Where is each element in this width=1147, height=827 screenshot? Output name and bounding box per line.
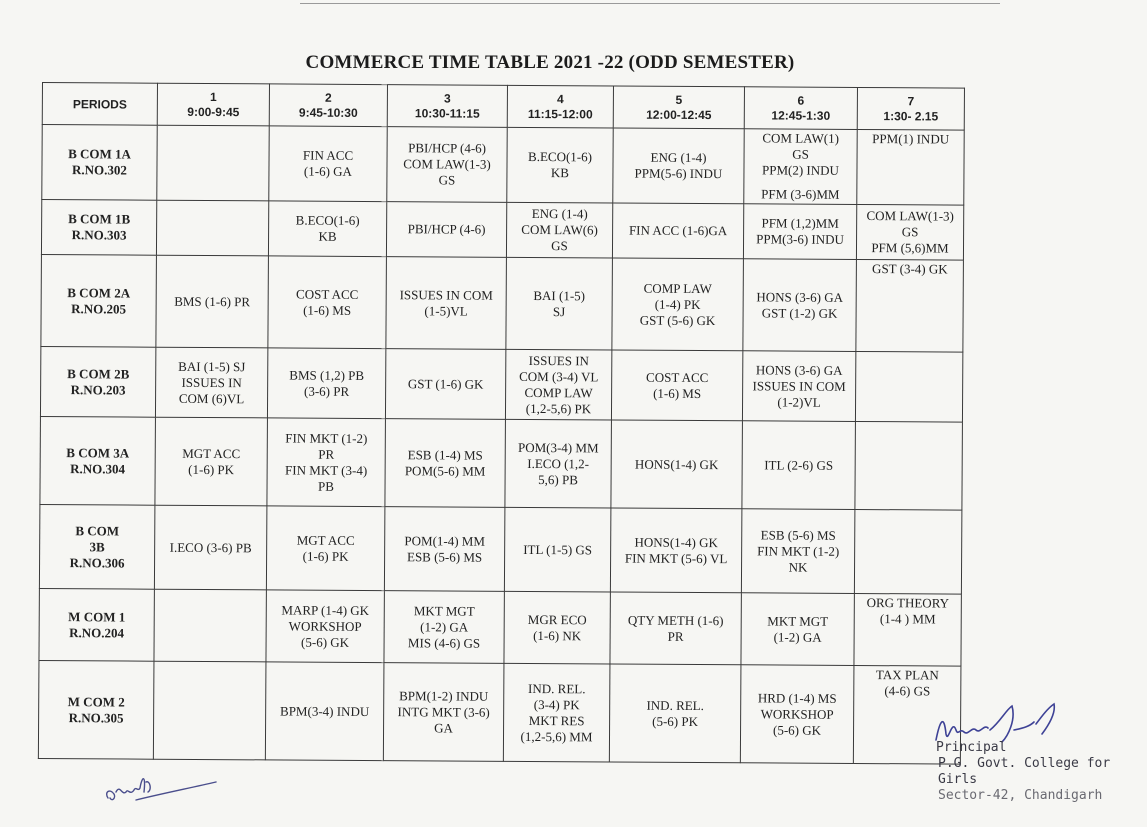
class-room-line: M COM 2 bbox=[67, 693, 125, 710]
schedule-cell bbox=[387, 127, 507, 203]
schedule-entry: (1-4 ) MM bbox=[879, 611, 936, 627]
schedule-cell bbox=[269, 126, 387, 202]
schedule-cell bbox=[740, 665, 854, 764]
schedule-entry: GS bbox=[792, 146, 809, 162]
schedule-cell bbox=[742, 351, 855, 422]
schedule-cell bbox=[609, 664, 741, 763]
schedule-cell bbox=[743, 259, 857, 352]
schedule-entry: GST (1-6) GK bbox=[407, 375, 484, 392]
schedule-entry: HONS(1-4) GK bbox=[634, 456, 719, 472]
schedule-entry: FIN MKT (1-2) bbox=[285, 429, 368, 446]
schedule-cell bbox=[266, 506, 385, 591]
schedule-entry: WORKSHOP bbox=[760, 705, 834, 722]
schedule-cell bbox=[155, 347, 267, 418]
class-room-line: R.NO.306 bbox=[69, 554, 125, 571]
class-room-cell bbox=[39, 588, 154, 661]
schedule-entry: KB bbox=[550, 165, 570, 181]
schedule-entry: (1-4) PK bbox=[654, 296, 701, 312]
schedule-entry: MKT MGT bbox=[767, 612, 829, 629]
schedule-entry: FIN MKT (1-2) bbox=[757, 542, 840, 559]
schedule-entry: (3-6) PR bbox=[303, 383, 350, 399]
schedule-entry: MKT MGT bbox=[413, 602, 475, 619]
schedule-entry: (1-6) PK bbox=[188, 461, 235, 477]
schedule-entry: ISSUES IN bbox=[528, 352, 590, 368]
schedule-entry: (1-6) MS bbox=[303, 302, 352, 318]
schedule-cell bbox=[856, 204, 963, 260]
schedule-entry: (4-6) GS bbox=[884, 683, 931, 699]
table-row bbox=[41, 254, 964, 352]
schedule-entry: (1-6) NK bbox=[533, 627, 582, 643]
class-room-line: R.NO.304 bbox=[70, 460, 126, 477]
schedule-entry: GST (5-6) GK bbox=[639, 312, 716, 328]
schedule-entry: (5-6) GK bbox=[301, 634, 350, 650]
period-header: 2 9:45-10:30 bbox=[269, 84, 387, 127]
schedule-entry: POM(5-6) MM bbox=[404, 462, 486, 479]
schedule-entry: 5,6) PB bbox=[538, 471, 578, 487]
signature-left bbox=[100, 762, 220, 808]
schedule-entry: FIN ACC (1-6)GA bbox=[628, 222, 728, 239]
schedule-cell bbox=[857, 129, 964, 205]
schedule-entry: BMS (1,2) PB bbox=[289, 367, 365, 383]
table-row bbox=[39, 588, 961, 666]
schedule-entry: PPM(2) INDU bbox=[761, 162, 839, 178]
schedule-entry: (1-2)VL bbox=[777, 393, 821, 410]
schedule-cell bbox=[385, 419, 506, 508]
period-header: 3 10:30-11:15 bbox=[387, 85, 507, 128]
schedule-entry: GST (3-4) GK bbox=[872, 261, 948, 277]
schedule-cell bbox=[156, 255, 269, 348]
schedule-entry: ESB (5-6) MS bbox=[760, 526, 836, 543]
schedule-cell bbox=[855, 421, 963, 510]
table-row bbox=[41, 200, 963, 261]
schedule-entry: GS bbox=[438, 172, 456, 188]
schedule-cell bbox=[612, 258, 744, 351]
schedule-entry: TAX PLAN bbox=[875, 667, 939, 683]
schedule-entry: MKT RES bbox=[528, 712, 585, 728]
schedule-entry: ESB (1-4) MS bbox=[407, 446, 483, 463]
schedule-cell bbox=[506, 202, 612, 258]
schedule-entry: POM(3-4) MM bbox=[517, 439, 599, 455]
schedule-cell bbox=[503, 663, 610, 762]
schedule-entry: HONS (3-6) GA bbox=[755, 361, 843, 378]
schedule-entry: COST ACC bbox=[296, 286, 359, 302]
timetable bbox=[38, 82, 965, 765]
schedule-entry: PB bbox=[318, 478, 335, 494]
class-room-line: B COM 3A bbox=[66, 444, 130, 461]
class-room-line: R.NO.203 bbox=[70, 381, 126, 398]
schedule-entry: BAI (1-5) bbox=[533, 287, 586, 303]
schedule-cell bbox=[742, 421, 856, 510]
class-room-line: B COM bbox=[75, 522, 120, 538]
schedule-entry: FIN MKT (5-6) VL bbox=[624, 550, 728, 566]
schedule-entry: BAI (1-5) SJ bbox=[178, 358, 246, 374]
schedule-cell bbox=[613, 128, 744, 204]
class-room-line: B COM 1B bbox=[68, 211, 131, 227]
class-room-line: M COM 1 bbox=[68, 608, 126, 625]
schedule-entry: COM LAW(1-3) bbox=[403, 156, 491, 172]
schedule-cell bbox=[383, 663, 504, 762]
scan-edge-mark bbox=[300, 2, 1000, 5]
schedule-cell bbox=[384, 591, 504, 664]
table-row bbox=[40, 416, 963, 510]
schedule-entry: COM (6)VL bbox=[178, 390, 245, 406]
schedule-entry: B.ECO(1-6) bbox=[295, 212, 360, 228]
period-header: 5 12:00-12:45 bbox=[613, 86, 744, 129]
page-title: COMMERCE TIME TABLE 2021 -22 (ODD SEMESTER) bbox=[305, 52, 795, 73]
schedule-entry: ENG (1-4) bbox=[650, 149, 707, 166]
schedule-entry: COM LAW(6) bbox=[521, 221, 598, 238]
schedule-cell bbox=[155, 417, 268, 506]
schedule-entry: I.ECO (1,2- bbox=[527, 455, 590, 471]
schedule-entry: WORKSHOP bbox=[288, 618, 362, 634]
schedule-entry: ISSUES IN COM bbox=[752, 377, 846, 394]
schedule-cell bbox=[855, 351, 962, 422]
header-row bbox=[42, 83, 964, 131]
schedule-entry: NK bbox=[788, 559, 808, 575]
schedule-cell bbox=[266, 590, 384, 663]
class-room-line: 3B bbox=[89, 538, 105, 554]
schedule-entry: MARP (1-4) GK bbox=[281, 601, 370, 618]
schedule-entry: ISSUES IN bbox=[181, 374, 242, 390]
schedule-entry: COM LAW(1-3) bbox=[866, 208, 954, 224]
schedule-entry: COM LAW(1) bbox=[762, 130, 840, 146]
class-room-cell bbox=[42, 125, 157, 201]
class-room-line: R.NO.305 bbox=[68, 709, 124, 726]
schedule-entry: COMP LAW bbox=[524, 384, 593, 400]
schedule-cell bbox=[504, 591, 610, 664]
period-header: 7 1:30- 2.15 bbox=[857, 87, 964, 130]
schedule-entry: IND. REL. bbox=[646, 697, 704, 713]
schedule-cell bbox=[156, 200, 268, 256]
schedule-entry: GST (1-2) GK bbox=[761, 304, 838, 321]
schedule-entry: FIN ACC bbox=[302, 147, 354, 163]
schedule-cell bbox=[505, 349, 611, 420]
schedule-entry: INTG MKT (3-6) bbox=[397, 703, 490, 720]
schedule-cell bbox=[611, 420, 743, 509]
class-room-line: R.NO.302 bbox=[71, 162, 127, 178]
schedule-entry: HRD (1-4) MS bbox=[757, 689, 837, 706]
class-room-line: R.NO.204 bbox=[69, 624, 125, 641]
principal-stamp bbox=[936, 740, 1136, 804]
schedule-entry: MGR ECO bbox=[527, 611, 587, 627]
schedule-entry: SJ bbox=[552, 303, 566, 319]
table-row bbox=[38, 660, 961, 764]
principal-college: P.G. Govt. College for Girls bbox=[938, 756, 1111, 787]
schedule-cell bbox=[157, 125, 269, 201]
schedule-entry: PR bbox=[318, 446, 335, 462]
schedule-entry: GA bbox=[434, 719, 454, 736]
schedule-cell bbox=[154, 589, 266, 662]
schedule-cell bbox=[265, 662, 384, 761]
principal-title: Principal bbox=[936, 740, 1007, 755]
schedule-cell bbox=[386, 202, 506, 258]
schedule-entry: BPM(3-4) INDU bbox=[280, 702, 370, 719]
schedule-cell bbox=[610, 508, 742, 593]
schedule-entry: I.ECO (3-6) PB bbox=[169, 539, 252, 555]
period-header: 1 9:00-9:45 bbox=[157, 83, 269, 126]
schedule-entry: COM (3-4) VL bbox=[519, 368, 599, 384]
schedule-entry: BPM(1-2) INDU bbox=[399, 687, 489, 704]
schedule-entry: KB bbox=[318, 228, 337, 244]
schedule-entry: (1-6) MS bbox=[653, 385, 702, 401]
principal-address: Sector-42, Chandigarh bbox=[938, 788, 1103, 803]
schedule-cell bbox=[267, 418, 386, 507]
schedule-cell bbox=[741, 509, 855, 594]
schedule-cell bbox=[268, 201, 386, 257]
schedule-cell bbox=[267, 348, 385, 419]
schedule-entry: MIS (4-6) GS bbox=[407, 634, 481, 651]
schedule-entry: PR bbox=[667, 628, 684, 644]
schedule-entry: (5-6) GK bbox=[772, 721, 822, 738]
schedule-cell bbox=[856, 259, 964, 352]
class-room-line: R.NO.205 bbox=[71, 300, 127, 317]
class-room-cell bbox=[38, 660, 154, 759]
class-room-cell bbox=[41, 254, 157, 347]
schedule-entry: HONS(1-4) GK bbox=[634, 534, 718, 550]
schedule-entry: ENG (1-4) bbox=[531, 205, 588, 222]
periods-label: PERIODS bbox=[42, 83, 157, 126]
class-room-cell bbox=[39, 504, 155, 589]
schedule-entry: COST ACC bbox=[646, 369, 709, 385]
schedule-entry: ISSUES IN COM bbox=[399, 286, 493, 303]
schedule-cell bbox=[854, 509, 962, 594]
schedule-cell bbox=[268, 256, 387, 349]
class-room-line: B COM 2A bbox=[67, 284, 131, 301]
class-room-line: B COM 1A bbox=[68, 146, 132, 162]
schedule-cell bbox=[611, 350, 742, 421]
schedule-entry: ESB (5-6) MS bbox=[407, 548, 483, 565]
schedule-entry: MGT ACC bbox=[182, 445, 241, 461]
schedule-entry: GS bbox=[901, 224, 919, 240]
schedule-entry: COMP LAW bbox=[643, 280, 712, 296]
schedule-entry: PBI/HCP (4-6) bbox=[407, 221, 486, 237]
schedule-entry: PPM(1) INDU bbox=[872, 131, 950, 147]
schedule-entry: ORG THEORY bbox=[866, 595, 950, 611]
table-row bbox=[39, 504, 961, 594]
schedule-cell bbox=[854, 593, 961, 666]
table-row bbox=[42, 125, 964, 206]
schedule-entry: BMS (1-6) PR bbox=[174, 293, 251, 309]
class-room-cell bbox=[40, 346, 155, 417]
schedule-entry: MGT ACC bbox=[296, 532, 355, 548]
class-room-line: R.NO.303 bbox=[71, 227, 127, 243]
schedule-cell bbox=[506, 257, 613, 350]
schedule-entry: QTY METH (1-6) bbox=[627, 612, 724, 628]
class-room-cell bbox=[41, 200, 156, 256]
schedule-entry: (5-6) PK bbox=[652, 713, 699, 729]
schedule-entry: PBI/HCP (4-6) bbox=[408, 140, 487, 156]
schedule-entry: FIN MKT (3-4) bbox=[285, 461, 368, 478]
schedule-cell bbox=[153, 661, 266, 760]
schedule-entry: PFM (3-6)MM bbox=[761, 186, 840, 202]
table-row bbox=[40, 346, 962, 422]
class-room-line: B COM 2B bbox=[67, 365, 130, 382]
schedule-entry: (3-4) PK bbox=[533, 696, 580, 712]
schedule-cell bbox=[744, 129, 857, 205]
schedule-entry: B.ECO(1-6) bbox=[528, 148, 593, 165]
period-header: 6 12:45-1:30 bbox=[744, 87, 857, 130]
schedule-cell bbox=[384, 507, 505, 592]
schedule-entry: PPM(5-6) INDU bbox=[634, 165, 723, 182]
schedule-entry: (1-2) GA bbox=[420, 618, 469, 635]
schedule-entry: (1-2) GA bbox=[773, 628, 822, 645]
schedule-cell bbox=[743, 204, 856, 260]
schedule-cell bbox=[505, 419, 612, 508]
schedule-entry: ITL (2-6) GS bbox=[764, 456, 834, 473]
schedule-entry: (1,2-5,6) MM bbox=[520, 728, 593, 744]
schedule-entry: PFM (1,2)MM bbox=[761, 215, 839, 231]
schedule-cell bbox=[504, 507, 611, 592]
schedule-entry: PFM (5,6)MM bbox=[871, 240, 949, 256]
schedule-cell bbox=[507, 127, 613, 203]
schedule-entry: (1,2-5,6) PK bbox=[525, 400, 592, 416]
schedule-entry: POM(1-4) MM bbox=[404, 532, 486, 549]
class-room-cell bbox=[40, 416, 156, 505]
schedule-cell bbox=[385, 349, 505, 420]
schedule-cell bbox=[741, 593, 854, 666]
schedule-cell bbox=[154, 505, 267, 590]
schedule-entry: (1-5)VL bbox=[424, 302, 468, 319]
schedule-entry: HONS (3-6) GA bbox=[756, 288, 844, 305]
schedule-cell bbox=[386, 257, 507, 350]
schedule-entry: IND. REL. bbox=[528, 680, 586, 696]
schedule-entry: (1-6) GA bbox=[303, 163, 353, 179]
period-header: 4 11:15-12:00 bbox=[507, 85, 613, 128]
schedule-entry: GS bbox=[551, 238, 568, 254]
schedule-entry: ITL (1-5) GS bbox=[523, 541, 593, 557]
schedule-cell bbox=[612, 203, 743, 259]
schedule-entry: (1-6) PK bbox=[302, 548, 349, 564]
schedule-cell bbox=[610, 592, 741, 665]
schedule-entry: PPM(3-6) INDU bbox=[756, 231, 844, 247]
